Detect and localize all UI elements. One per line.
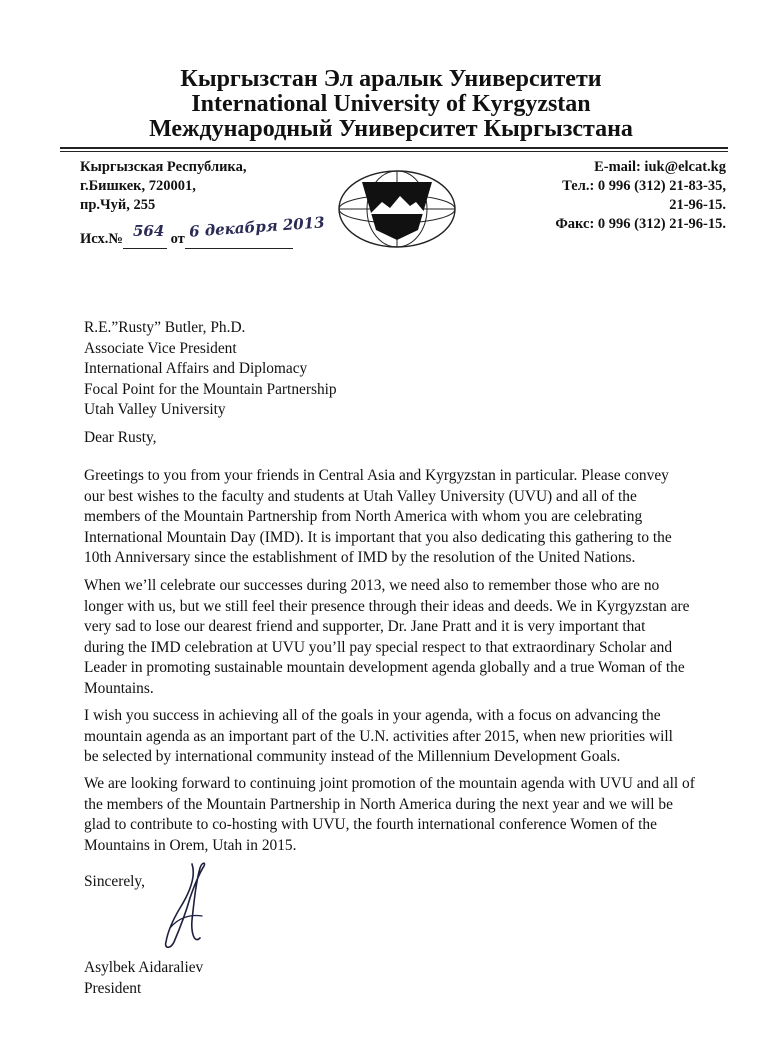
paragraph-line: Mountains in Orem, Utah in 2015. <box>84 836 297 854</box>
paragraph-line: We are looking forward to continuing joint promotion of the mountain agenda with UVU and all of <box>84 775 695 792</box>
contact-email: E-mail: iuk@elcat.kg <box>594 159 726 175</box>
paragraph-3 <box>84 706 724 768</box>
signer-block <box>84 958 724 999</box>
date-value: 6 декабря 2013 <box>188 213 325 241</box>
paragraph-line: our best wishes to the faculty and students at Utah Valley University (UVU) and all of the <box>84 487 637 505</box>
contact-phone: Тел.: 0 996 (312) 21-83-35, <box>562 178 726 194</box>
recipient-block <box>84 318 724 421</box>
paragraph-line: longer with us, but we still feel their presence through their ideas and deeds. We in Kyrgyzstan are <box>84 597 690 615</box>
globe-mountain-icon <box>336 168 458 250</box>
signature <box>150 858 220 954</box>
date-field <box>185 213 325 249</box>
recipient-line: Utah Valley University <box>84 401 226 419</box>
closing: Sincerely, <box>84 873 145 890</box>
address-line: г.Бишкек, 720001, <box>80 178 196 194</box>
paragraph-line: I wish you success in achieving all of the goals in your agenda, with a focus on advancing the <box>84 707 661 724</box>
ref-number: 564 <box>132 222 165 240</box>
paragraph-line: 10th Anniversary since the establishment of IMD by the resolution of the United Nations. <box>84 549 636 567</box>
paragraph-2 <box>84 576 724 700</box>
paragraph-line: be selected by international community instead of the Millennium Development Goals. <box>84 748 621 766</box>
paragraph-line: mountain agenda as an important part of the U.N. activities after 2015, when new priorities will <box>84 727 673 745</box>
contact-fax: Факс: 0 996 (312) 21-96-15. <box>555 216 726 232</box>
signer-name: Asylbek Aidaraliev <box>84 959 204 976</box>
ref-number-field <box>123 222 167 249</box>
reference-line <box>80 213 340 249</box>
salutation: Dear Rusty, <box>84 429 157 446</box>
paragraph-line: When we’ll celebrate our successes during 2013, we need also to remember those who are no <box>84 577 660 594</box>
ref-label: Исх.№ <box>80 231 123 247</box>
address-line: Кыргызская Республика, <box>80 159 247 175</box>
letterhead-rule-top <box>60 147 728 149</box>
paragraph-1 <box>84 466 724 569</box>
date-label: от <box>170 231 185 247</box>
paragraph-line: International Mountain Day (IMD). It is important that you also dedicating this gathering to the <box>84 528 672 546</box>
signature-mark <box>150 858 220 954</box>
paragraph-4 <box>84 774 724 856</box>
letterhead-title-ru: Международный Университет Кыргызстана <box>149 116 633 142</box>
recipient-line: R.E.”Rusty” Butler, Ph.D. <box>84 319 246 336</box>
recipient-line: International Affairs and Diplomacy <box>84 360 308 378</box>
signer-title: President <box>84 979 142 997</box>
paragraph-line: members of the Mountain Partnership from North America with whom you are celebrating <box>84 508 643 526</box>
recipient-line: Focal Point for the Mountain Partnership <box>84 380 337 398</box>
letterhead-rule-bottom <box>60 151 728 152</box>
contacts-block <box>470 158 726 234</box>
paragraph-line: during the IMD celebration at UVU you’ll pay special respect to that extraordinary Scholar and <box>84 638 673 656</box>
paragraph-line: Mountains. <box>84 679 154 697</box>
address-block <box>80 158 320 215</box>
paragraph-line: glad to contribute to co-hosting with UVU, the fourth international conference Women of the <box>84 816 657 834</box>
recipient-line: Associate Vice President <box>84 339 237 357</box>
letterhead-title-ky: Кыргызстан Эл аралык Университети <box>180 66 602 92</box>
university-logo <box>336 168 458 250</box>
paragraph-line: very sad to lose our dearest friend and supporter, Dr. Jane Pratt and it is very important that <box>84 618 646 636</box>
paragraph-line: the members of the Mountain Partnership in North America during the next year and we will be <box>84 795 673 813</box>
paragraph-line: Greetings to you from your friends in Central Asia and Kyrgyzstan in particular. Please convey <box>84 467 669 484</box>
letterhead-title-en: International University of Kyrgyzstan <box>191 91 591 117</box>
contact-phone-2: 21-96-15. <box>669 197 726 213</box>
paragraph-line: Leader in promoting sustainable mountain development agenda globally and a true Woman of the <box>84 659 685 677</box>
address-line: пр.Чуй, 255 <box>80 197 156 213</box>
